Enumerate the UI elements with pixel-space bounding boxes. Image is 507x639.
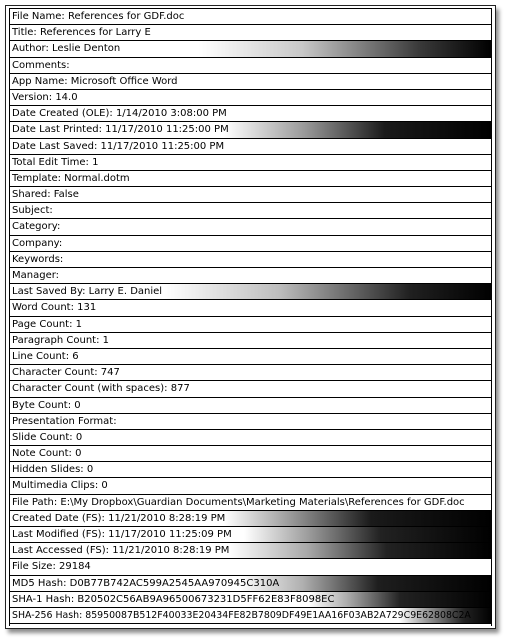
table-row [9, 365, 492, 381]
table-row [9, 74, 492, 90]
table-row [9, 495, 492, 511]
highlight-bar [309, 592, 492, 607]
character-count-value: Character Count: 747 [12, 367, 120, 379]
table-row [9, 333, 492, 349]
table-row [9, 317, 492, 333]
keywords-value: Keywords: [12, 253, 64, 265]
table-row [9, 236, 492, 252]
character-count-spaces-value: Character Count (with spaces): 877 [12, 383, 190, 395]
highlight-bar [224, 511, 492, 526]
table-row [9, 203, 492, 219]
created-date-fs-value: Created Date (FS): 11/21/2010 8:28:19 PM [12, 512, 226, 524]
title-value: Title: References for Larry E [12, 27, 151, 39]
table-row [9, 462, 492, 478]
date-created-ole-value: Date Created (OLE): 1/14/2010 3:08:00 PM [12, 108, 227, 120]
table-row [9, 252, 492, 268]
table-row [9, 25, 492, 41]
table-row [9, 300, 492, 316]
table-row [9, 41, 492, 57]
last-saved-by-value: Last Saved By: Larry E. Daniel [12, 286, 163, 298]
table-row [9, 576, 492, 592]
highlight-bar [164, 284, 492, 299]
file-size-value: File Size: 29184 [12, 561, 91, 573]
table-row [9, 8, 492, 25]
byte-count-value: Byte Count: 0 [12, 399, 81, 411]
highlight-bar [244, 527, 492, 542]
manager-value: Manager: [12, 270, 60, 281]
slide-count-value: Slide Count: 0 [12, 431, 83, 443]
comments-value: Comments: [12, 59, 70, 71]
table-row [9, 592, 492, 608]
author-value: Author: Leslie Denton [12, 43, 121, 55]
table-row [9, 139, 492, 155]
table-row [9, 349, 492, 365]
multimedia-clips-value: Multimedia Clips: 0 [12, 480, 108, 492]
table-row [9, 219, 492, 235]
date-last-printed-value: Date Last Printed: 11/17/2010 11:25:00 PM [12, 124, 229, 136]
table-row [9, 398, 492, 414]
date-last-saved-value: Date Last Saved: 11/17/2010 11:25:00 PM [12, 140, 225, 152]
file-name-value: File Name: References for GDF.doc [12, 11, 185, 22]
table-row [9, 608, 492, 624]
version-value: Version: 14.0 [12, 91, 78, 103]
table-row [9, 430, 492, 446]
page-count-value: Page Count: 1 [12, 318, 82, 330]
presentation-format-value: Presentation Format: [12, 415, 117, 427]
sha1-hash-value: SHA-1 Hash: B20502C56AB9A96500673231D5FF62E83F8098EC [12, 593, 335, 605]
category-value: Category: [12, 221, 61, 233]
document-page [5, 5, 496, 629]
highlight-bar [224, 122, 492, 137]
table-row [9, 414, 492, 430]
table-row [9, 284, 492, 300]
word-count-value: Word Count: 131 [12, 302, 97, 314]
shared-value: Shared: False [12, 189, 79, 201]
app-name-value: App Name: Microsoft Office Word [12, 75, 178, 87]
last-modified-fs-value: Last Modified (FS): 11/17/2010 11:25:09 PM [12, 529, 232, 540]
subject-value: Subject: [12, 205, 53, 217]
table-row [9, 90, 492, 106]
template-value: Template: Normal.dotm [12, 172, 130, 184]
table-row [9, 543, 492, 559]
md5-hash-value: MD5 Hash: D0B77B742AC599A2545AA970945C310A [12, 577, 280, 589]
note-count-value: Note Count: 0 [12, 448, 82, 460]
total-edit-time-value: Total Edit Time: 1 [12, 156, 99, 168]
table-row [9, 187, 492, 203]
table-row [9, 527, 492, 543]
metadata-table [9, 8, 492, 624]
table-row [9, 58, 492, 74]
table-row [9, 478, 492, 494]
file-path-value: File Path: E:\My Dropbox\Guardian Documents\Marketing Materials\References for GDF.doc [12, 496, 465, 508]
hidden-slides-value: Hidden Slides: 0 [12, 464, 94, 476]
table-row [9, 268, 492, 284]
table-row [9, 106, 492, 122]
company-value: Company: [12, 237, 63, 249]
sha256-hash-value: SHA-256 Hash: 85950087B512F40033E20434FE82B7809DF49E1AA16F03AB2A729C9E62808C2A [12, 609, 471, 621]
paragraph-count-value: Paragraph Count: 1 [12, 334, 110, 346]
highlight-bar [229, 543, 492, 558]
table-row [9, 171, 492, 187]
table-row [9, 122, 492, 138]
table-row [9, 381, 492, 397]
table-row [9, 155, 492, 171]
table-row [9, 559, 492, 575]
table-row [9, 511, 492, 527]
table-row [9, 446, 492, 462]
line-count-value: Line Count: 6 [12, 350, 79, 362]
last-accessed-fs-value: Last Accessed (FS): 11/21/2010 8:28:19 PM [12, 545, 230, 557]
highlight-bar [199, 41, 492, 56]
